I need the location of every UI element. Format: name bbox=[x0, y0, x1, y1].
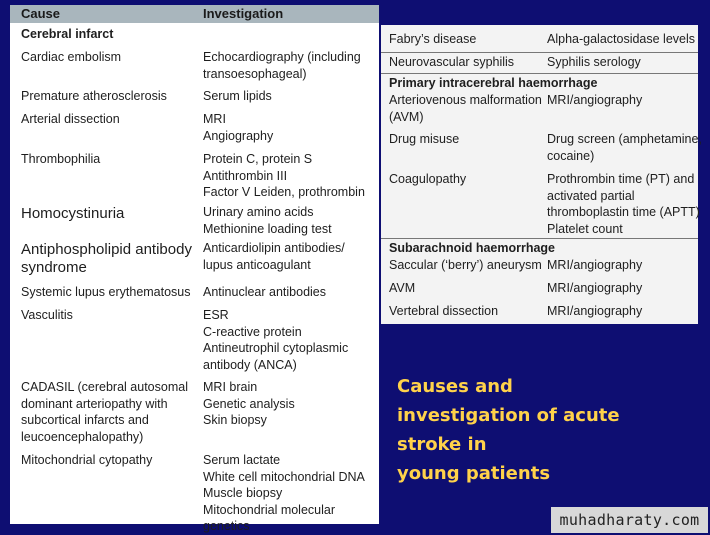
investigation-cell: Platelet count bbox=[547, 221, 623, 236]
investigation-cell: MRI bbox=[203, 112, 226, 126]
cause-cell: syndrome bbox=[21, 259, 87, 276]
section-cerebral-infarct: Cerebral infarct bbox=[21, 27, 114, 41]
investigation-cell: Muscle biopsy bbox=[203, 486, 283, 500]
cause-cell: Arteriovenous malformation bbox=[389, 93, 542, 107]
cause-cell: Vasculitis bbox=[21, 308, 73, 322]
cause-cell: Homocystinuria bbox=[21, 205, 125, 222]
investigation-cell: cocaine) bbox=[547, 148, 595, 163]
cause-cell: Thrombophilia bbox=[21, 152, 101, 166]
investigation-cell: Genetic analysis bbox=[203, 396, 295, 411]
investigation-cell: Anticardiolipin antibodies/ bbox=[203, 241, 345, 255]
investigation-cell: Antithrombin III bbox=[203, 168, 288, 183]
slide-caption bbox=[397, 372, 697, 488]
cause-cell: AVM bbox=[389, 281, 416, 295]
investigation-cell: MRI brain bbox=[203, 380, 258, 394]
cause-cell: leucoencephalopathy) bbox=[21, 429, 144, 444]
cause-column-header: Cause bbox=[21, 6, 61, 21]
investigation-cell: Mitochondrial molecular bbox=[203, 502, 336, 517]
cause-cell: Antiphospholipid antibody bbox=[21, 241, 192, 258]
cause-cell: CADASIL (cerebral autosomal bbox=[21, 380, 188, 394]
cause-cell: Cardiac embolism bbox=[21, 50, 122, 64]
investigation-cell: MRI/angiography bbox=[547, 93, 643, 107]
investigation-cell: Antineutrophil cytoplasmic bbox=[203, 341, 349, 355]
cause-cell: Drug misuse bbox=[389, 132, 460, 146]
section-subarachnoid-haemorrhage: Subarachnoid haemorrhage bbox=[389, 241, 556, 255]
investigation-column-header: Investigation bbox=[203, 6, 284, 21]
cause-cell: Vertebral dissection bbox=[389, 304, 499, 318]
investigation-cell: genetics bbox=[203, 519, 250, 533]
cause-cell: Saccular (‘berry’) aneurysm bbox=[389, 258, 542, 272]
investigation-cell: antibody (ANCA) bbox=[203, 357, 297, 372]
caption-line: young patients bbox=[397, 463, 551, 484]
investigation-cell: ESR bbox=[203, 308, 229, 322]
cause-cell: Premature atherosclerosis bbox=[21, 89, 167, 103]
investigation-cell: Prothrombin time (PT) and bbox=[547, 172, 695, 186]
investigation-cell: Drug screen (amphetamine, bbox=[547, 132, 702, 146]
cause-cell: Arterial dissection bbox=[21, 112, 120, 126]
right-table-panel bbox=[381, 25, 702, 324]
section-intracerebral-haemorrhage: Primary intracerebral haemorrhage bbox=[389, 76, 598, 90]
investigation-cell: MRI/angiography bbox=[547, 304, 643, 318]
investigation-cell: Skin biopsy bbox=[203, 413, 267, 427]
cause-cell: subcortical infarcts and bbox=[21, 413, 149, 427]
cause-cell: Neurovascular syphilis bbox=[389, 55, 515, 69]
section-divider bbox=[381, 73, 698, 74]
investigation-cell: Protein C, protein S bbox=[203, 152, 313, 166]
investigation-cell: White cell mitochondrial DNA bbox=[203, 469, 365, 484]
left-table-panel bbox=[10, 5, 379, 533]
investigation-cell: Syphilis serology bbox=[547, 55, 641, 69]
investigation-cell: Factor V Leiden, prothrombin bbox=[203, 185, 365, 199]
investigation-cell: MRI/angiography bbox=[547, 258, 643, 272]
caption-line: investigation of acute bbox=[397, 405, 620, 426]
cause-cell: (AVM) bbox=[389, 109, 424, 124]
investigation-cell: thromboplastin time (APTT) bbox=[547, 205, 700, 219]
investigation-cell: Alpha-galactosidase levels bbox=[547, 32, 696, 46]
cause-cell: Fabry’s disease bbox=[389, 32, 477, 46]
investigation-cell: Serum lactate bbox=[203, 453, 281, 467]
caption-line: Causes and bbox=[397, 376, 513, 397]
investigation-cell: Echocardiography (including bbox=[203, 50, 361, 64]
cause-cell: dominant arteriopathy with bbox=[21, 396, 168, 411]
row-divider bbox=[381, 52, 698, 53]
investigation-cell: Methionine loading test bbox=[203, 221, 332, 236]
investigation-cell: Serum lipids bbox=[203, 89, 272, 103]
investigation-cell: Angiography bbox=[203, 128, 274, 143]
cause-cell: Coagulopathy bbox=[389, 172, 467, 186]
investigation-cell: Urinary amino acids bbox=[203, 205, 314, 219]
cause-cell: Systemic lupus erythematosus bbox=[21, 285, 191, 299]
investigation-cell: transoesophageal) bbox=[203, 66, 307, 81]
caption-line: stroke in bbox=[397, 434, 487, 455]
investigation-cell: activated partial bbox=[547, 188, 635, 203]
investigation-cell: MRI/angiography bbox=[547, 281, 643, 295]
table-header bbox=[10, 5, 379, 23]
investigation-cell: C-reactive protein bbox=[203, 324, 302, 339]
investigation-cell: lupus anticoagulant bbox=[203, 257, 311, 272]
cause-cell: Mitochondrial cytopathy bbox=[21, 453, 153, 467]
watermark: muhadharaty.com bbox=[551, 507, 708, 533]
investigation-cell: Antinuclear antibodies bbox=[203, 285, 326, 299]
section-divider bbox=[381, 238, 698, 239]
